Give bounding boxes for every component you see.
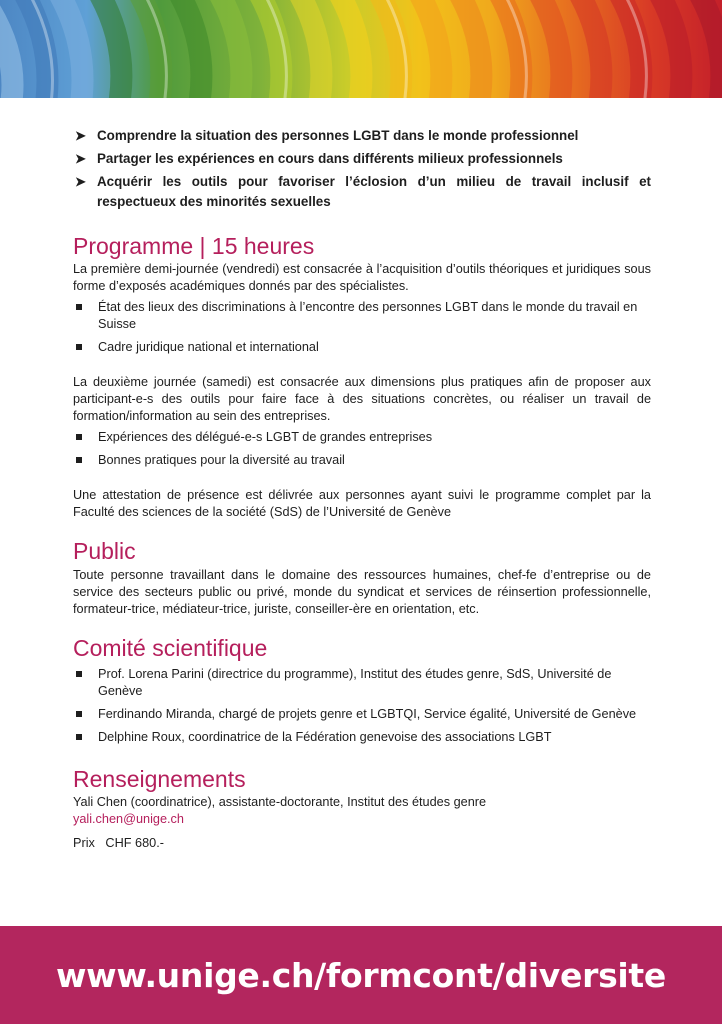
- square-bullet-icon: [76, 344, 82, 350]
- comite-heading: Comité scientifique: [73, 635, 268, 661]
- contact-text: Yali Chen (coordinatrice), assistante-doctorante, Institut des études genre: [73, 795, 487, 809]
- programme-list-2: [73, 429, 651, 469]
- rainbow-banner-image: [0, 0, 722, 98]
- goals-list: [73, 126, 651, 212]
- list-item: ➤ Partager les expériences en cours dans différents milieux professionnels: [73, 149, 651, 169]
- list-item: Prof. Lorena Parini (directrice du programme), Institut des études genre, SdS, Université de Genève: [73, 666, 651, 700]
- arrow-bullet-icon: ➤: [75, 174, 86, 189]
- arrow-bullet-icon: ➤: [75, 151, 86, 166]
- list-item: ➤ Acquérir les outils pour favoriser l’éclosion d’un milieu de travail inclusif et respectueux des minorités sexuelles: [75, 174, 651, 209]
- square-bullet-icon: [76, 711, 82, 717]
- list-item: ➤ Comprendre la situation des personnes LGBT dans le monde professionnel: [73, 126, 651, 146]
- list-item: Ferdinando Miranda, chargé de projets genre et LGBTQI, Service égalité, Université de Genève: [73, 706, 651, 723]
- email-link[interactable]: yali.chen@unige.ch: [73, 812, 184, 826]
- price-text: Prix CHF 680.-: [73, 836, 164, 850]
- programme-intro-1: La première demi-journée (vendredi) est consacrée à l’acquisition d’outils théoriques et juridiques sous forme d’exposés académiques donnés par des spécialistes.: [73, 262, 651, 293]
- rainbow-cables-illustration: [0, 0, 722, 98]
- list-item: Delphine Roux, coordinatrice de la Fédération genevoise des associations LGBT: [73, 729, 651, 746]
- list-item: Expériences des délégué-e-s LGBT de grandes entreprises: [73, 429, 651, 446]
- footer-url-link[interactable]: www.unige.ch/formcont/diversite: [56, 955, 666, 995]
- renseignements-heading: Renseignements: [73, 766, 246, 792]
- main-content: [73, 126, 651, 852]
- programme-list-1: [73, 299, 651, 356]
- attestation-text: Une attestation de présence est délivrée aux personnes ayant suivi le programme complet par la Faculté des sciences de la société (SdS) de l’Université de Genève: [73, 488, 651, 519]
- public-text: Toute personne travaillant dans le domaine des ressources humaines, chef-fe d’entreprise ou de service des secteurs public ou privé, monde du syndicat et services de réinsertion professionnelle, formateur-trice, médiateur-trice, juriste, conseiller-ère en orientation, etc.: [73, 568, 651, 616]
- programme-intro-2: La deuxième journée (samedi) est consacrée aux dimensions plus pratiques afin de proposer aux participant-e-s des outils pour faire face à des situations concrètes, ou réaliser un travail de formation/information au sein des entreprises.: [73, 375, 651, 423]
- footer-banner: [0, 926, 722, 1024]
- square-bullet-icon: [76, 734, 82, 740]
- square-bullet-icon: [76, 304, 82, 310]
- programme-heading: Programme | 15 heures: [73, 233, 315, 259]
- square-bullet-icon: [76, 434, 82, 440]
- square-bullet-icon: [76, 671, 82, 677]
- comite-members-list: [73, 666, 651, 746]
- square-bullet-icon: [76, 457, 82, 463]
- public-heading: Public: [73, 538, 136, 564]
- list-item: État des lieux des discriminations à l’encontre des personnes LGBT dans le monde du travail en Suisse: [73, 299, 651, 333]
- list-item: Cadre juridique national et international: [73, 339, 651, 356]
- list-item: Bonnes pratiques pour la diversité au travail: [73, 452, 651, 469]
- arrow-bullet-icon: ➤: [75, 128, 86, 143]
